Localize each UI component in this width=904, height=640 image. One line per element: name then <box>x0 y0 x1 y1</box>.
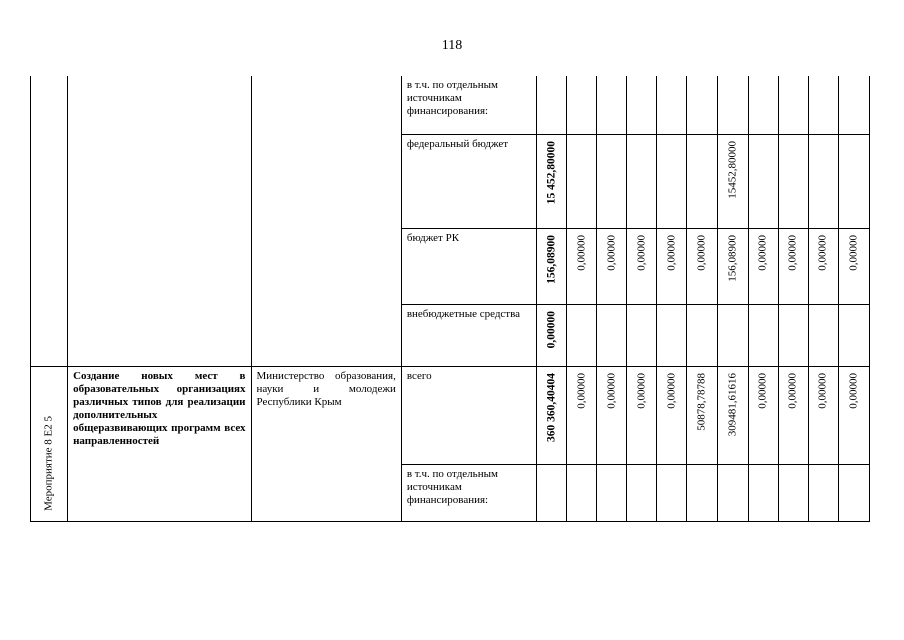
value-cell <box>808 464 838 521</box>
source-label: бюджет РК <box>406 231 460 244</box>
value-cell <box>597 464 627 521</box>
source-label: федеральный бюджет <box>406 137 509 150</box>
name-cell-empty <box>68 76 251 366</box>
cell-value: 0,00000 <box>665 372 678 409</box>
cell-value: 309481,61616 <box>726 372 739 436</box>
total-cell <box>537 134 567 228</box>
value-cell <box>778 228 808 304</box>
value-cell <box>717 134 748 228</box>
measure-name: Создание новых мест в образовательных организациях различных типов для реализации дополнительных общеразвивающих программ всех направленностей <box>73 369 246 447</box>
cell-value: 0,00000 <box>695 234 708 271</box>
page-number: 118 <box>441 38 463 53</box>
cell-value: 0,00000 <box>635 234 648 271</box>
cell-value: 0,00000 <box>575 372 588 409</box>
total-value: 156,08900 <box>545 234 558 284</box>
value-cell <box>687 304 717 366</box>
value-cell <box>778 464 808 521</box>
value-cell <box>657 366 687 464</box>
value-cell <box>748 134 778 228</box>
measure-code: Мероприятие 8 Е2 5 <box>42 415 55 511</box>
value-cell <box>567 228 597 304</box>
value-cell <box>687 228 717 304</box>
measure-name-cell <box>68 366 251 521</box>
value-cell <box>748 464 778 521</box>
source-label: всего <box>406 369 432 382</box>
total-cell <box>537 366 567 464</box>
cell-value: 0,00000 <box>756 372 769 409</box>
measure-executor-cell <box>251 366 401 521</box>
table-row <box>31 366 870 464</box>
total-cell <box>537 304 567 366</box>
total-cell <box>537 228 567 304</box>
value-cell <box>717 228 748 304</box>
value-cell <box>808 76 838 134</box>
cell-value: 0,00000 <box>575 234 588 271</box>
cell-value: 0,00000 <box>786 234 799 271</box>
total-value: 360 360,40404 <box>545 372 558 442</box>
cell-value: 0,00000 <box>605 372 618 409</box>
value-cell <box>748 304 778 366</box>
value-cell <box>627 464 657 521</box>
value-cell <box>657 464 687 521</box>
value-cell <box>627 228 657 304</box>
table-row <box>31 76 870 134</box>
value-cell <box>778 134 808 228</box>
cell-value: 0,00000 <box>786 372 799 409</box>
source-cell <box>401 134 536 228</box>
total-cell <box>537 76 567 134</box>
value-cell <box>627 76 657 134</box>
code-cell-empty <box>31 76 68 366</box>
value-cell <box>657 228 687 304</box>
cell-value: 0,00000 <box>847 372 860 409</box>
value-cell <box>687 464 717 521</box>
value-cell <box>687 366 717 464</box>
value-cell <box>808 134 838 228</box>
value-cell <box>838 76 869 134</box>
value-cell <box>778 366 808 464</box>
total-value: 0,00000 <box>545 310 558 348</box>
value-cell <box>717 304 748 366</box>
value-cell <box>567 366 597 464</box>
total-value: 15 452,80000 <box>545 140 558 204</box>
cell-value: 0,00000 <box>635 372 648 409</box>
value-cell <box>778 76 808 134</box>
cell-value: 0,00000 <box>816 234 829 271</box>
value-cell <box>657 134 687 228</box>
value-cell <box>687 76 717 134</box>
value-cell <box>808 228 838 304</box>
value-cell <box>567 134 597 228</box>
value-cell <box>717 76 748 134</box>
executor-cell-empty <box>251 76 401 366</box>
value-cell <box>627 304 657 366</box>
source-label: в т.ч. по отдельным источникам финансирования: <box>406 467 498 506</box>
value-cell <box>657 76 687 134</box>
value-cell <box>687 134 717 228</box>
cell-value: 156,08900 <box>726 234 739 282</box>
total-cell <box>537 464 567 521</box>
value-cell <box>808 366 838 464</box>
value-cell <box>597 304 627 366</box>
value-cell <box>567 304 597 366</box>
value-cell <box>627 366 657 464</box>
value-cell <box>597 134 627 228</box>
source-cell <box>401 304 536 366</box>
value-cell <box>717 366 748 464</box>
value-cell <box>567 464 597 521</box>
value-cell <box>597 366 627 464</box>
value-cell <box>748 228 778 304</box>
cell-value: 0,00000 <box>605 234 618 271</box>
value-cell <box>748 366 778 464</box>
value-cell <box>838 366 869 464</box>
value-cell <box>597 76 627 134</box>
value-cell <box>838 134 869 228</box>
value-cell <box>657 304 687 366</box>
source-cell <box>401 464 536 521</box>
cell-value: 0,00000 <box>847 234 860 271</box>
budget-table <box>30 76 870 522</box>
source-cell <box>401 228 536 304</box>
cell-value: 0,00000 <box>665 234 678 271</box>
value-cell <box>778 304 808 366</box>
measure-executor: Министерство образования, науки и молодежи Республики Крым <box>256 369 396 408</box>
measure-code-cell <box>31 366 68 521</box>
value-cell <box>808 304 838 366</box>
value-cell <box>838 304 869 366</box>
value-cell <box>838 464 869 521</box>
value-cell <box>838 228 869 304</box>
cell-value: 0,00000 <box>816 372 829 409</box>
value-cell <box>627 134 657 228</box>
source-cell <box>401 366 536 464</box>
cell-value: 15452,80000 <box>726 140 739 199</box>
value-cell <box>748 76 778 134</box>
source-label: в т.ч. по отдельным источникам финансирования: <box>406 79 498 117</box>
value-cell <box>597 228 627 304</box>
value-cell <box>717 464 748 521</box>
cell-value: 0,00000 <box>756 234 769 271</box>
value-cell <box>567 76 597 134</box>
source-label: внебюджетные средства <box>406 307 521 320</box>
cell-value: 50878,78788 <box>695 372 708 431</box>
source-cell <box>401 76 536 134</box>
